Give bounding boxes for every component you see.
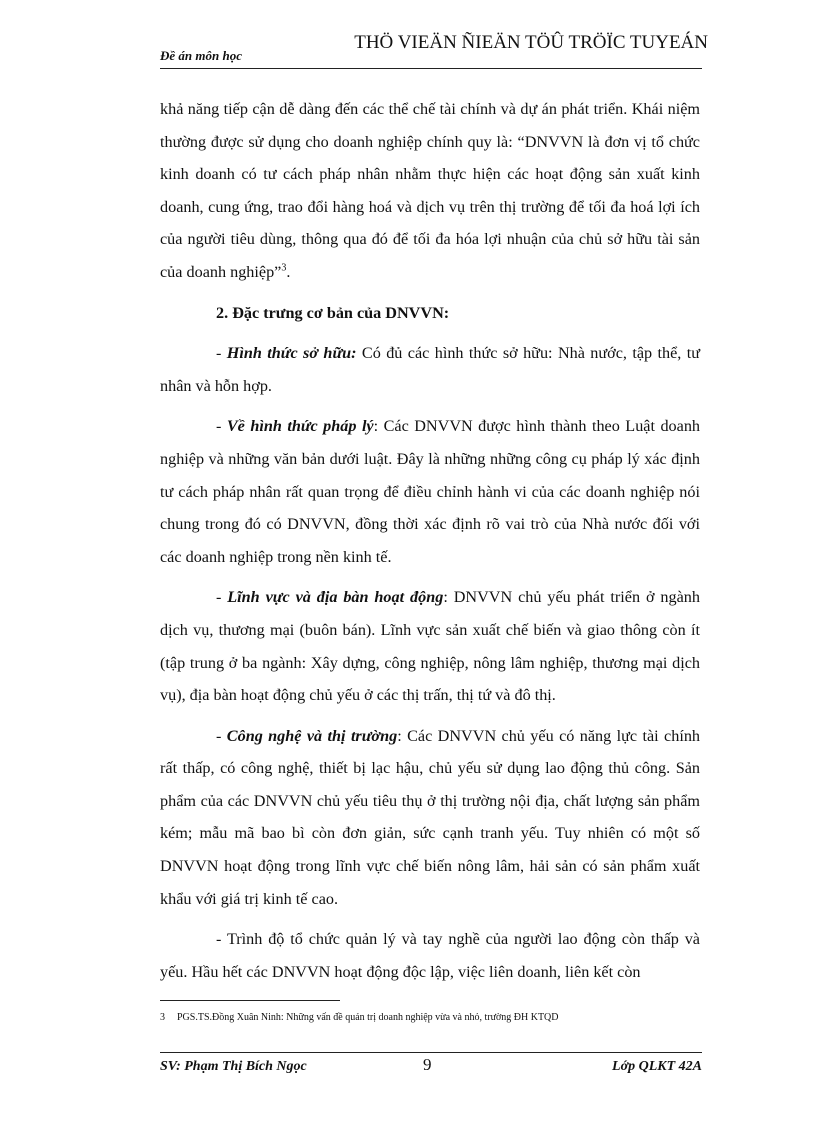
technology-market-text: : Các DNVVN chủ yếu có năng lực tài chính rất thấp, có công nghệ, thiết bị lạc hậu, chủ yếu sử dụng lao động thủ công. Sản phẩm của các DNVVN chủ yếu tiêu thụ ở thị trường nội địa, chất lượng sản phẩm kém; mẫu mã bao bì còn đơn giản, sức cạnh tranh yếu. Tuy nhiên có một số DNVVN hoạt động trong lĩnh vực chế biến nông lâm, hải sản có sản phẩm xuất khẩu với giá trị kinh tế cao. [160,726,701,908]
footnote-ref: 3 [281,262,287,274]
legal-form-lead: Về hình thức pháp lý [226,417,374,436]
paragraph-legal-form [160,410,700,573]
header-course-title: Đề án môn học [160,48,242,63]
technology-market-lead: Công nghệ và thị trường [226,726,398,745]
field-area-text: : DNVVN chủ yếu phát triển ở ngành dịch vụ, thương mại (buôn bán). Lĩnh vực sản xuất chế biến và giao thông còn ít (tập trung ở ba ngành: Xây dựng, công nghiệp, nông lâm nghiệp, thương mại dịch vụ), địa bàn hoạt động chủ yếu ở các thị trấn, thị tứ và đô thị. [160,588,700,705]
bullet-dash: - [216,344,227,363]
header-library-title: THÖ VIEÄN ÑIEÄN TÖÛ TRÖÏC TUYEÁN [354,32,708,53]
paragraph-technology-market [160,720,700,916]
footer-student-name: SV: Phạm Thị Bích Ngọc [160,1059,307,1074]
bullet-dash: - [216,417,227,436]
footnote-separator [160,1000,340,1001]
paragraph-field-area [160,581,700,711]
footnote [160,1012,700,1023]
document-body [160,93,700,996]
page-number: 9 [423,1055,432,1074]
paragraph-management: - Trình độ tổ chức quản lý và tay nghề của người lao động còn thấp và yếu. Hầu hết các DNVVN hoạt động độc lập, việc liên doanh, liên kết còn [160,930,700,981]
ownership-lead: Hình thức sở hữu: [226,344,357,363]
paragraph-intro [160,93,700,289]
paragraph-ownership [160,337,700,402]
legal-form-text: : Các DNVVN được hình thành theo Luật doanh nghiệp và những văn bản dưới luật. Đây là những những công cụ pháp lý xác định tư cách pháp nhân rất quan trọng để điều chỉnh hành vi của các doanh nghiệp nói chung trong đó có DNVVN, đồng thời xác định rõ vai trò của Nhà nước đối với các doanh nghiệp trong nền kinh tế. [160,417,701,566]
footnote-text: PGS.TS.Đồng Xuân Ninh: Những vấn đề quản trị doanh nghiệp vừa và nhỏ, trường ĐH KTQD [177,1012,559,1023]
page-header [160,28,708,69]
footnote-number: 3 [160,1012,165,1023]
footer-class: Lớp QLKT 42A [612,1059,702,1074]
bullet-dash: - [216,588,228,607]
paragraph-intro-end: . [286,262,291,281]
section-heading: 2. Đặc trưng cơ bản của DNVVN: [216,303,450,322]
bullet-dash: - [216,726,227,745]
ownership-text: Có đủ các hình thức sở hữu: Nhà nước, tập thể, tư nhân và hỗn hợp. [160,344,701,395]
paragraph-intro-text: khả năng tiếp cận dễ dàng đến các thể chế tài chính và dự án phát triển. Khái niệm thường được sử dụng cho doanh nghiệp chính quy là: “DNVVN là đơn vị tổ chức kinh doanh có tư cách pháp nhân nhằm thực hiện các hoạt động sản xuất kinh doanh, cung ứng, trao đổi hàng hoá và dịch vụ trên thị trường để tối đa hoá lợi ích của người tiêu dùng, thông qua đó để tối đa hóa lợi nhuận của chủ sở hữu tài sản của doanh nghiệp” [160,100,700,281]
field-area-lead: Lĩnh vực và địa bàn hoạt động [227,588,444,607]
page-footer [160,1052,702,1081]
